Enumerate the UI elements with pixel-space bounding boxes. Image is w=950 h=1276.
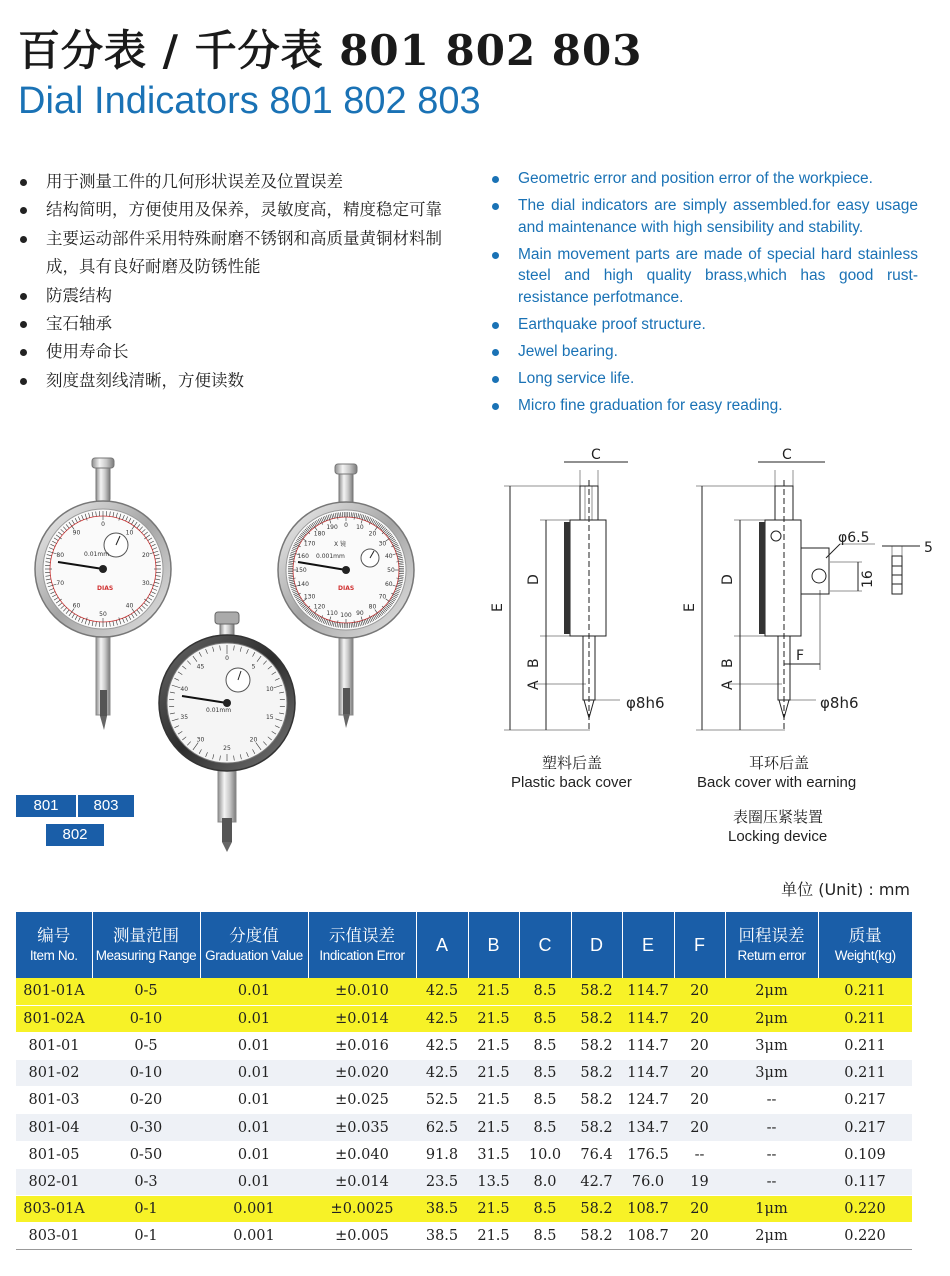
table-cell: 0.109: [818, 1141, 912, 1168]
feature-cn: 防震结构: [16, 282, 446, 310]
dial-scale-label: 40: [384, 553, 393, 561]
table-cell: 58.2: [571, 978, 622, 1005]
dial-scale-label: 70: [56, 579, 65, 587]
table-cell: 802-01: [16, 1168, 92, 1195]
table-cell: 58.2: [571, 1196, 622, 1223]
feature-cn: 结构简明，方便使用及保养，灵敏度高，精度稳定可靠: [16, 196, 446, 224]
header-f: F: [674, 912, 725, 978]
table-cell: 0.01: [200, 1032, 308, 1059]
dial-scale-label: 60: [384, 580, 393, 588]
table-cell: 0-1: [92, 1223, 200, 1250]
table-cell: 114.7: [622, 1005, 674, 1032]
table-row: [16, 1141, 912, 1168]
table-cell: 0.211: [818, 1005, 912, 1032]
table-cell: 10.0: [519, 1141, 571, 1168]
table-cell: 42.5: [416, 1060, 468, 1087]
table-cell: 8.0: [519, 1168, 571, 1195]
caption-plastic-en: Plastic back cover: [511, 774, 632, 791]
dial-scale-label: 90: [356, 609, 364, 617]
dial-scale-label: 170: [303, 540, 316, 548]
table-cell: 801-04: [16, 1114, 92, 1141]
dial-scale-label: 70: [378, 593, 387, 601]
header-measuring-range: 测量范围 Measuring Range: [92, 912, 200, 978]
table-cell: ±0.014: [308, 1168, 416, 1195]
feature-en: Micro fine graduation for easy reading.: [488, 395, 918, 417]
table-cell: 2μm: [725, 978, 818, 1005]
model-tag-802: 802: [46, 824, 104, 846]
dim-d-left: D: [526, 574, 542, 585]
dial-scale-label: 110: [326, 609, 338, 617]
drawing-plastic-cover: [504, 462, 628, 730]
table-cell: ±0.0025: [308, 1196, 416, 1223]
dial-scale-label: 80: [368, 603, 377, 611]
dial-801-brand: DIAS: [97, 585, 114, 592]
table-cell: 803-01A: [16, 1196, 92, 1223]
table-cell: 0.211: [818, 978, 912, 1005]
dial-scale-label: 20: [368, 530, 377, 538]
dim-lug-thickness: 5: [924, 540, 933, 556]
table-cell: 8.5: [519, 1223, 571, 1250]
model-tag-803: 803: [78, 795, 134, 817]
feature-list-cn: [16, 168, 446, 395]
table-cell: 0.001: [200, 1196, 308, 1223]
page-title-cn: 百分表 / 千分表 801 802 803: [18, 26, 643, 75]
model-tag-801: 801: [16, 795, 76, 817]
table-cell: 20: [674, 1060, 725, 1087]
table-cell: 801-01: [16, 1032, 92, 1059]
header-b: B: [468, 912, 519, 978]
table-row: [16, 1196, 912, 1223]
dial-scale-label: 80: [56, 552, 65, 560]
dial-scale-label: 50: [387, 567, 395, 574]
table-row: [16, 1032, 912, 1059]
dim-c-right: C: [782, 447, 792, 463]
table-cell: 42.5: [416, 978, 468, 1005]
table-cell: --: [674, 1141, 725, 1168]
table-row: [16, 1005, 912, 1032]
table-cell: 0-1: [92, 1196, 200, 1223]
table-cell: 8.5: [519, 1087, 571, 1114]
table-cell: 114.7: [622, 1032, 674, 1059]
table-cell: 124.7: [622, 1087, 674, 1114]
header-c: C: [519, 912, 571, 978]
dial-scale-label: 120: [313, 603, 326, 611]
dial-scale-label: 140: [297, 580, 309, 588]
feature-cn: 主要运动部件采用特殊耐磨不锈钢和高质量黄铜材料制成，具有良好耐磨及防锈性能: [16, 225, 446, 282]
dim-b-left: B: [526, 658, 542, 668]
table-cell: 20: [674, 1196, 725, 1223]
table-cell: 0.01: [200, 1005, 308, 1032]
table-cell: ±0.014: [308, 1005, 416, 1032]
header-graduation-value: 分度值 Graduation Value: [200, 912, 308, 978]
table-cell: 108.7: [622, 1196, 674, 1223]
table-cell: --: [725, 1114, 818, 1141]
table-cell: 20: [674, 1087, 725, 1114]
table-cell: --: [725, 1168, 818, 1195]
page-title-en: Dial Indicators 801 802 803: [18, 80, 481, 122]
table-cell: 20: [674, 978, 725, 1005]
table-row: [16, 978, 912, 1005]
table-cell: 3μm: [725, 1032, 818, 1059]
dial-indicator-801: [35, 458, 171, 730]
dial-803-brand: DIAS: [338, 585, 355, 592]
table-cell: 42.7: [571, 1168, 622, 1195]
table-cell: 0-20: [92, 1087, 200, 1114]
dial-scale-label: 20: [249, 736, 258, 744]
table-cell: 0.01: [200, 1168, 308, 1195]
table-cell: 0.117: [818, 1168, 912, 1195]
table-cell: 8.5: [519, 1060, 571, 1087]
dim-a-right: A: [720, 680, 736, 690]
table-cell: ±0.040: [308, 1141, 416, 1168]
header-weight: 质量 Weight(kg): [818, 912, 912, 978]
feature-cn: 用于测量工件的几何形状误差及位置误差: [16, 168, 446, 196]
header-a: A: [416, 912, 468, 978]
table-cell: 76.4: [571, 1141, 622, 1168]
table-cell: 52.5: [416, 1087, 468, 1114]
table-cell: 42.5: [416, 1032, 468, 1059]
table-cell: 58.2: [571, 1087, 622, 1114]
dial-scale-label: 30: [196, 736, 205, 744]
table-cell: 0.01: [200, 1087, 308, 1114]
table-cell: 21.5: [468, 1005, 519, 1032]
table-cell: 0-10: [92, 1060, 200, 1087]
table-cell: 0.01: [200, 978, 308, 1005]
feature-cn: 宝石轴承: [16, 310, 446, 338]
feature-en: Jewel bearing.: [488, 341, 918, 363]
table-row: [16, 1060, 912, 1087]
table-cell: 20: [674, 1223, 725, 1250]
dial-scale-label: 0: [344, 522, 348, 529]
dial-scale-label: 50: [99, 611, 107, 618]
table-cell: 3μm: [725, 1060, 818, 1087]
feature-en: The dial indicators are simply assembled.for easy usage and maintenance with high sensibility and stability.: [488, 195, 918, 238]
table-cell: 0-5: [92, 978, 200, 1005]
table-cell: 1μm: [725, 1196, 818, 1223]
dial-scale-label: 35: [180, 713, 189, 721]
table-cell: 58.2: [571, 1060, 622, 1087]
table-cell: 0.220: [818, 1223, 912, 1250]
dial-scale-label: 10: [125, 529, 134, 537]
table-cell: 23.5: [416, 1168, 468, 1195]
feature-cn: 使用寿命长: [16, 338, 446, 366]
table-cell: 21.5: [468, 1223, 519, 1250]
dim-c-left: C: [591, 447, 601, 463]
unit-label: 单位 (Unit) : mm: [781, 880, 910, 899]
table-cell: 0-10: [92, 1005, 200, 1032]
table-cell: 801-05: [16, 1141, 92, 1168]
table-cell: 91.8: [416, 1141, 468, 1168]
table-cell: 21.5: [468, 1032, 519, 1059]
table-cell: 8.5: [519, 978, 571, 1005]
dial-scale-label: 180: [313, 530, 326, 538]
dial-801-unit: 0.01mm: [84, 551, 110, 558]
dial-scale-label: 60: [72, 602, 81, 610]
feature-cn: 刻度盘刻线清晰，方便读数: [16, 367, 446, 395]
table-cell: ±0.035: [308, 1114, 416, 1141]
table-cell: 38.5: [416, 1223, 468, 1250]
table-cell: 0.01: [200, 1141, 308, 1168]
dim-a-left: A: [526, 680, 542, 690]
dial-scale-label: 0: [101, 521, 105, 528]
dial-scale-label: 30: [141, 579, 150, 587]
table-cell: ±0.005: [308, 1223, 416, 1250]
table-cell: 108.7: [622, 1223, 674, 1250]
table-cell: ±0.016: [308, 1032, 416, 1059]
table-cell: 0.01: [200, 1114, 308, 1141]
table-cell: --: [725, 1141, 818, 1168]
table-cell: 0.01: [200, 1060, 308, 1087]
dial-scale-label: 40: [180, 686, 189, 694]
feature-en: Long service life.: [488, 368, 918, 390]
dial-indicator-802: [159, 612, 295, 852]
dial-scale-label: 190: [326, 524, 338, 532]
table-cell: 801-03: [16, 1087, 92, 1114]
caption-earring-cn: 耳环后盖: [749, 754, 810, 772]
table-cell: 0-50: [92, 1141, 200, 1168]
table-cell: 58.2: [571, 1114, 622, 1141]
dial-scale-label: 40: [125, 602, 134, 610]
table-cell: 21.5: [468, 1196, 519, 1223]
dim-phi-hole: φ6.5: [838, 530, 870, 546]
dial-scale-label: 10: [265, 686, 274, 694]
table-cell: 0-30: [92, 1114, 200, 1141]
table-cell: 19: [674, 1168, 725, 1195]
table-row: [16, 1087, 912, 1114]
table-cell: --: [725, 1087, 818, 1114]
table-row: [16, 1168, 912, 1195]
header-return-error: 回程误差 Return error: [725, 912, 818, 978]
spec-table: [16, 912, 912, 1250]
table-cell: 21.5: [468, 1087, 519, 1114]
dial-802-unit: 0.01mm: [206, 707, 232, 714]
dim-b-right: B: [720, 658, 736, 668]
caption-locking-en: Locking device: [728, 828, 828, 845]
table-cell: 114.7: [622, 978, 674, 1005]
dim-phi-stem-right: φ8h6: [820, 694, 859, 712]
table-row: [16, 1223, 912, 1250]
table-cell: 58.2: [571, 1005, 622, 1032]
table-cell: 8.5: [519, 1032, 571, 1059]
table-cell: 21.5: [468, 1060, 519, 1087]
table-header-row: [16, 912, 912, 978]
header-d: D: [571, 912, 622, 978]
table-cell: ±0.010: [308, 978, 416, 1005]
caption-plastic-cn: 塑料后盖: [542, 754, 603, 772]
dial-scale-label: 160: [297, 553, 309, 561]
dim-e-right: E: [682, 603, 698, 612]
table-cell: 114.7: [622, 1060, 674, 1087]
table-cell: 38.5: [416, 1196, 468, 1223]
table-cell: 20: [674, 1005, 725, 1032]
table-cell: 0-3: [92, 1168, 200, 1195]
caption-earring-en: Back cover with earning: [697, 774, 857, 791]
dial-scale-label: 5: [251, 663, 256, 671]
table-cell: 2μm: [725, 1005, 818, 1032]
feature-en: Earthquake proof structure.: [488, 314, 918, 336]
dim-phi-stem-left: φ8h6: [626, 694, 665, 712]
table-cell: 8.5: [519, 1005, 571, 1032]
header-item-no: 编号 Item No.: [16, 912, 92, 978]
caption-locking-cn: 表圈压紧装置: [733, 808, 824, 826]
technical-drawing: [480, 440, 950, 770]
table-cell: 42.5: [416, 1005, 468, 1032]
table-cell: 0.217: [818, 1087, 912, 1114]
table-cell: 0.217: [818, 1114, 912, 1141]
dim-e-left: E: [490, 603, 506, 612]
header-e: E: [622, 912, 674, 978]
table-row: [16, 1114, 912, 1141]
table-cell: 8.5: [519, 1114, 571, 1141]
table-cell: 21.5: [468, 1114, 519, 1141]
table-cell: 62.5: [416, 1114, 468, 1141]
feature-en: Main movement parts are made of special hard stainless steel and high quality brass,which has good rust-resistance perfotmance.: [488, 244, 918, 309]
dial-803-unit-extra: X 镜: [334, 541, 347, 548]
table-cell: 0-5: [92, 1032, 200, 1059]
feature-list-en: [488, 168, 918, 422]
dim-f: F: [796, 648, 805, 664]
table-cell: 58.2: [571, 1032, 622, 1059]
dial-scale-label: 130: [303, 593, 316, 601]
table-cell: 13.5: [468, 1168, 519, 1195]
table-cell: 134.7: [622, 1114, 674, 1141]
dim-lug-height: 16: [860, 570, 876, 588]
dial-scale-label: 15: [265, 713, 274, 721]
dial-scale-label: 10: [356, 524, 364, 532]
dial-scale-label: 100: [340, 612, 352, 619]
table-cell: 58.2: [571, 1223, 622, 1250]
table-cell: 8.5: [519, 1196, 571, 1223]
dial-indicator-803: [278, 464, 414, 728]
header-indication-error: 示值误差 Indication Error: [308, 912, 416, 978]
table-cell: 76.0: [622, 1168, 674, 1195]
table-cell: 2μm: [725, 1223, 818, 1250]
table-cell: 31.5: [468, 1141, 519, 1168]
dim-d-right: D: [720, 574, 736, 585]
table-cell: 20: [674, 1114, 725, 1141]
table-cell: 0.001: [200, 1223, 308, 1250]
feature-en: Geometric error and position error of the workpiece.: [488, 168, 918, 190]
table-cell: 0.220: [818, 1196, 912, 1223]
dial-scale-label: 90: [72, 529, 81, 537]
table-cell: 801-01A: [16, 978, 92, 1005]
table-cell: 801-02: [16, 1060, 92, 1087]
dial-scale-label: 25: [223, 745, 231, 752]
table-cell: 20: [674, 1032, 725, 1059]
table-cell: 0.211: [818, 1032, 912, 1059]
table-cell: 0.211: [818, 1060, 912, 1087]
table-cell: 176.5: [622, 1141, 674, 1168]
table-cell: 21.5: [468, 978, 519, 1005]
dial-scale-label: 45: [196, 663, 205, 671]
table-cell: 801-02A: [16, 1005, 92, 1032]
table-cell: ±0.025: [308, 1087, 416, 1114]
dial-scale-label: 0: [225, 655, 229, 662]
table-cell: 803-01: [16, 1223, 92, 1250]
dial-scale-label: 150: [295, 567, 307, 574]
table-cell: ±0.020: [308, 1060, 416, 1087]
dial-scale-label: 20: [141, 552, 150, 560]
dial-scale-label: 30: [378, 540, 387, 548]
dial-803-unit: 0.001mm: [316, 553, 345, 560]
